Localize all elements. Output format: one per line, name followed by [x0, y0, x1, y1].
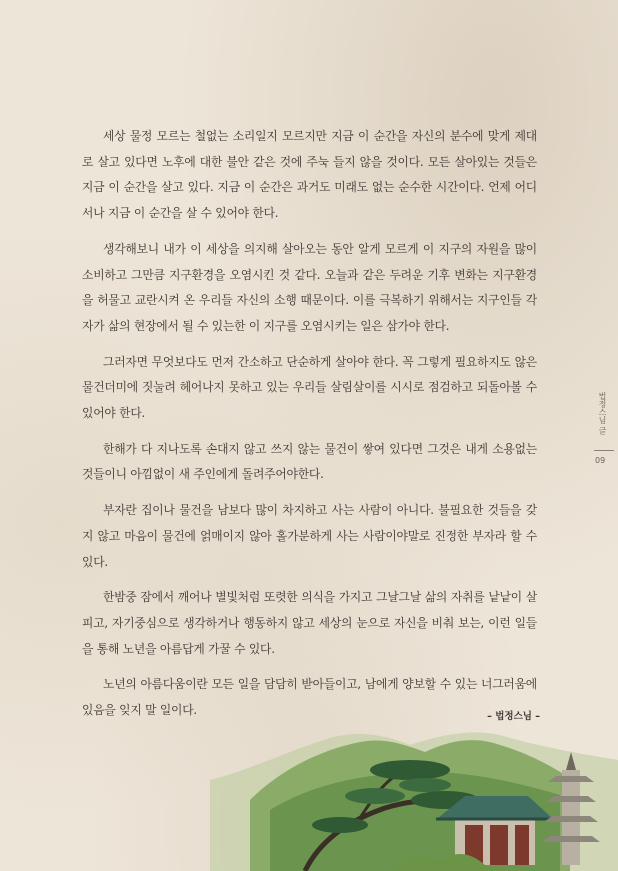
- essay-paragraph-1: 세상 물정 모르는 철없는 소리일지 모르지만 지금 이 순간을 자신의 분수에 맞게 제대로 살고 있다면 노후에 대한 불안 같은 것에 주눅 들지 않을 것이다. 모든 살아있는 것들은 지금 이 순간을 살고 있다. 지금 이 순간은 과거도 미래도 없는 순수한 시간이다. 언제 어디서나 지금 이 순간을 살 수 있어야 한다.: [82, 129, 537, 221]
- essay-paragraph-6: 한밤중 잠에서 깨어나 별빛처럼 또렷한 의식을 가지고 그날그날 삶의 자취를 낱낱이 살피고, 자기중심으로 생각하거나 행동하지 않고 세상의 눈으로 자신을 비춰 보는, 이런 일들을 통해 노년을 아름답게 가꿀 수 있다.: [82, 590, 537, 656]
- essay-paragraph-4: 한해가 다 지나도록 손대지 않고 쓰지 않는 물건이 쌓여 있다면 그것은 내게 소용없는 것들이니 아낌없이 새 주인에게 돌려주어야한다.: [82, 441, 537, 482]
- essay-paragraph-3: 그러자면 무엇보다도 먼저 간소하고 단순하게 살아야 한다. 꼭 그렇게 필요하지도 않은 물건더미에 짓눌려 헤어나지 못하고 있는 우리들 살림살이를 시시로 점검하고 되돌아볼 수 있어야 한다.: [82, 354, 537, 421]
- section-label: 법정스님 글: [598, 392, 607, 435]
- author-signature: – 법정스님 –: [487, 711, 540, 722]
- section-divider: [594, 450, 614, 451]
- essay-paragraph-5: 부자란 집이나 물건을 남보다 많이 차지하고 사는 사람이 아니다. 불필요한 것들을 갖지 않고 마음이 물건에 얽매이지 않아 홀가분하게 사는 사람이야말로 진정한 부자라 할 수 있다.: [82, 503, 537, 569]
- essay-paragraph-2: 생각해보니 내가 이 세상을 의지해 살아오는 동안 알게 모르게 이 지구의 자원을 많이 소비하고 그만큼 지구환경을 오염시킨 것 같다. 오늘과 같은 두려운 기후 변화는 지구환경을 허물고 교란시켜 온 우리들 자신의 소행 때문이다. 이를 극복하기 위해서는 지구인들 각자가 삶의 현장에서 될 수 있는한 이 지구를 오염시키는 일은 삼가야 한다.: [82, 241, 537, 333]
- essay-body: [82, 124, 537, 734]
- temple-landscape-illustration: [210, 690, 618, 871]
- page-number: 09: [595, 456, 606, 465]
- essay-paragraph-7: 노년의 아름다움이란 모든 일을 담담히 받아들이고, 남에게 양보할 수 있는 너그러움에 있음을 잊지 말 일이다.: [82, 677, 537, 718]
